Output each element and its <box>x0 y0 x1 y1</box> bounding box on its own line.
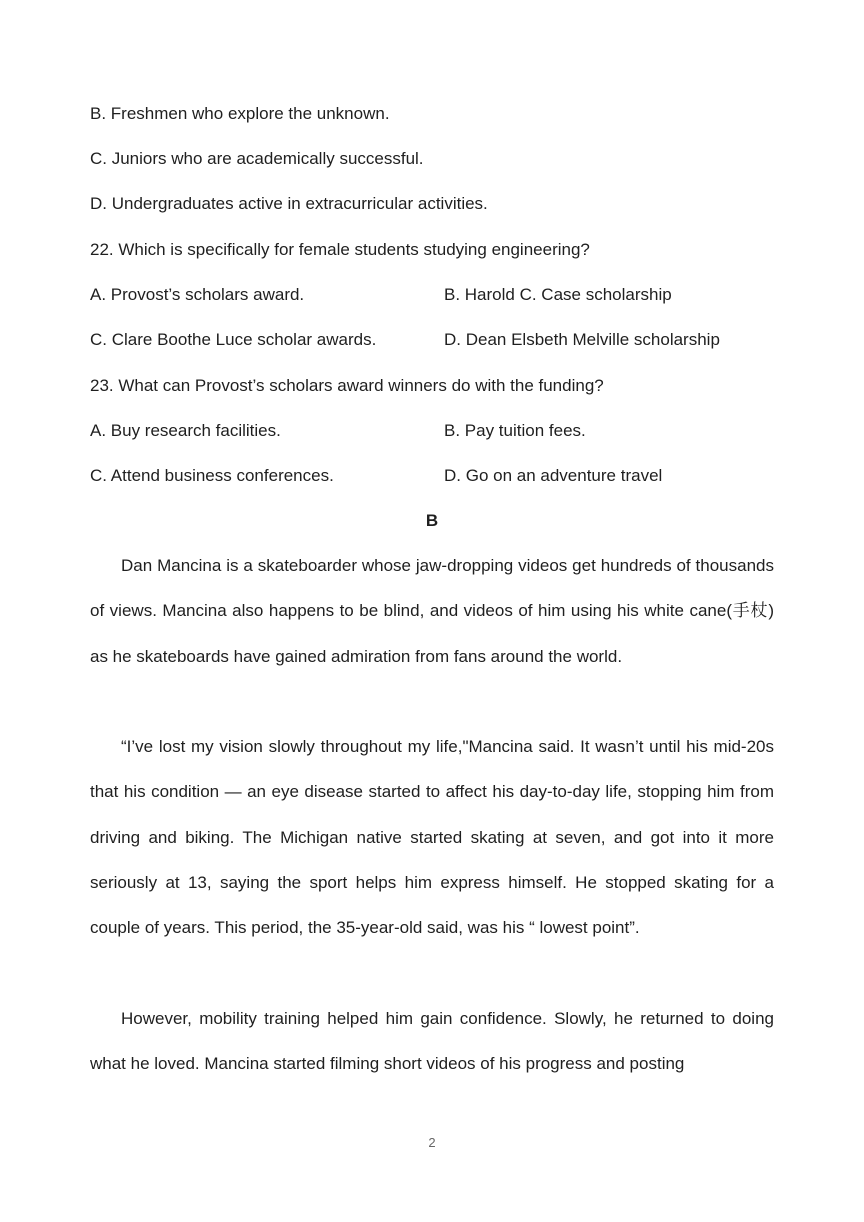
q23-option-a: A. Buy research facilities. <box>90 421 281 440</box>
passage-paragraph-3: However, mobility training helped him gain confidence. Slowly, he returned to doing what he loved. Mancina started filming short videos of his progress and posting <box>90 1009 774 1074</box>
q23-option-b: B. Pay tuition fees. <box>444 421 586 440</box>
q21-option-b: B. Freshmen who explore the unknown. <box>90 104 390 123</box>
passage-paragraph-1: Dan Mancina is a skateboarder whose jaw-dropping videos get hundreds of thousands of views. Mancina also happens to be blind, and videos of him using his white cane(手杖) as he skateboards have gained admiration from fans around the world. <box>90 556 774 666</box>
q22-option-d: D. Dean Elsbeth Melville scholarship <box>444 330 720 349</box>
q22-option-b: B. Harold C. Case scholarship <box>444 285 672 304</box>
q22-question: 22. Which is specifically for female students studying engineering? <box>90 240 590 259</box>
q23-option-d: D. Go on an adventure travel <box>444 466 663 485</box>
passage-paragraph-2: “I’ve lost my vision slowly throughout my life,"Mancina said. It wasn’t until his mid-20s that his condition — an eye disease started to affect his day-to-day life, stopping him from driving and biking. The Michigan native started skating at seven, and got into it more seriously at 13, saying the sport helps him express himself. He stopped skating for a couple of years. This period, the 35-year-old said, was his “ lowest point”. <box>90 737 774 938</box>
q22-option-c: C. Clare Boothe Luce scholar awards. <box>90 330 377 349</box>
q23-question: 23. What can Provost’s scholars award winners do with the funding? <box>90 376 604 395</box>
section-b-heading: B <box>425 511 439 530</box>
page-number: 2 <box>428 1135 436 1150</box>
q23-option-c: C. Attend business conferences. <box>90 466 334 485</box>
q21-option-c: C. Juniors who are academically successful. <box>90 149 424 168</box>
q21-option-d: D. Undergraduates active in extracurricular activities. <box>90 194 488 213</box>
q22-option-a: A. Provost’s scholars award. <box>90 285 305 304</box>
